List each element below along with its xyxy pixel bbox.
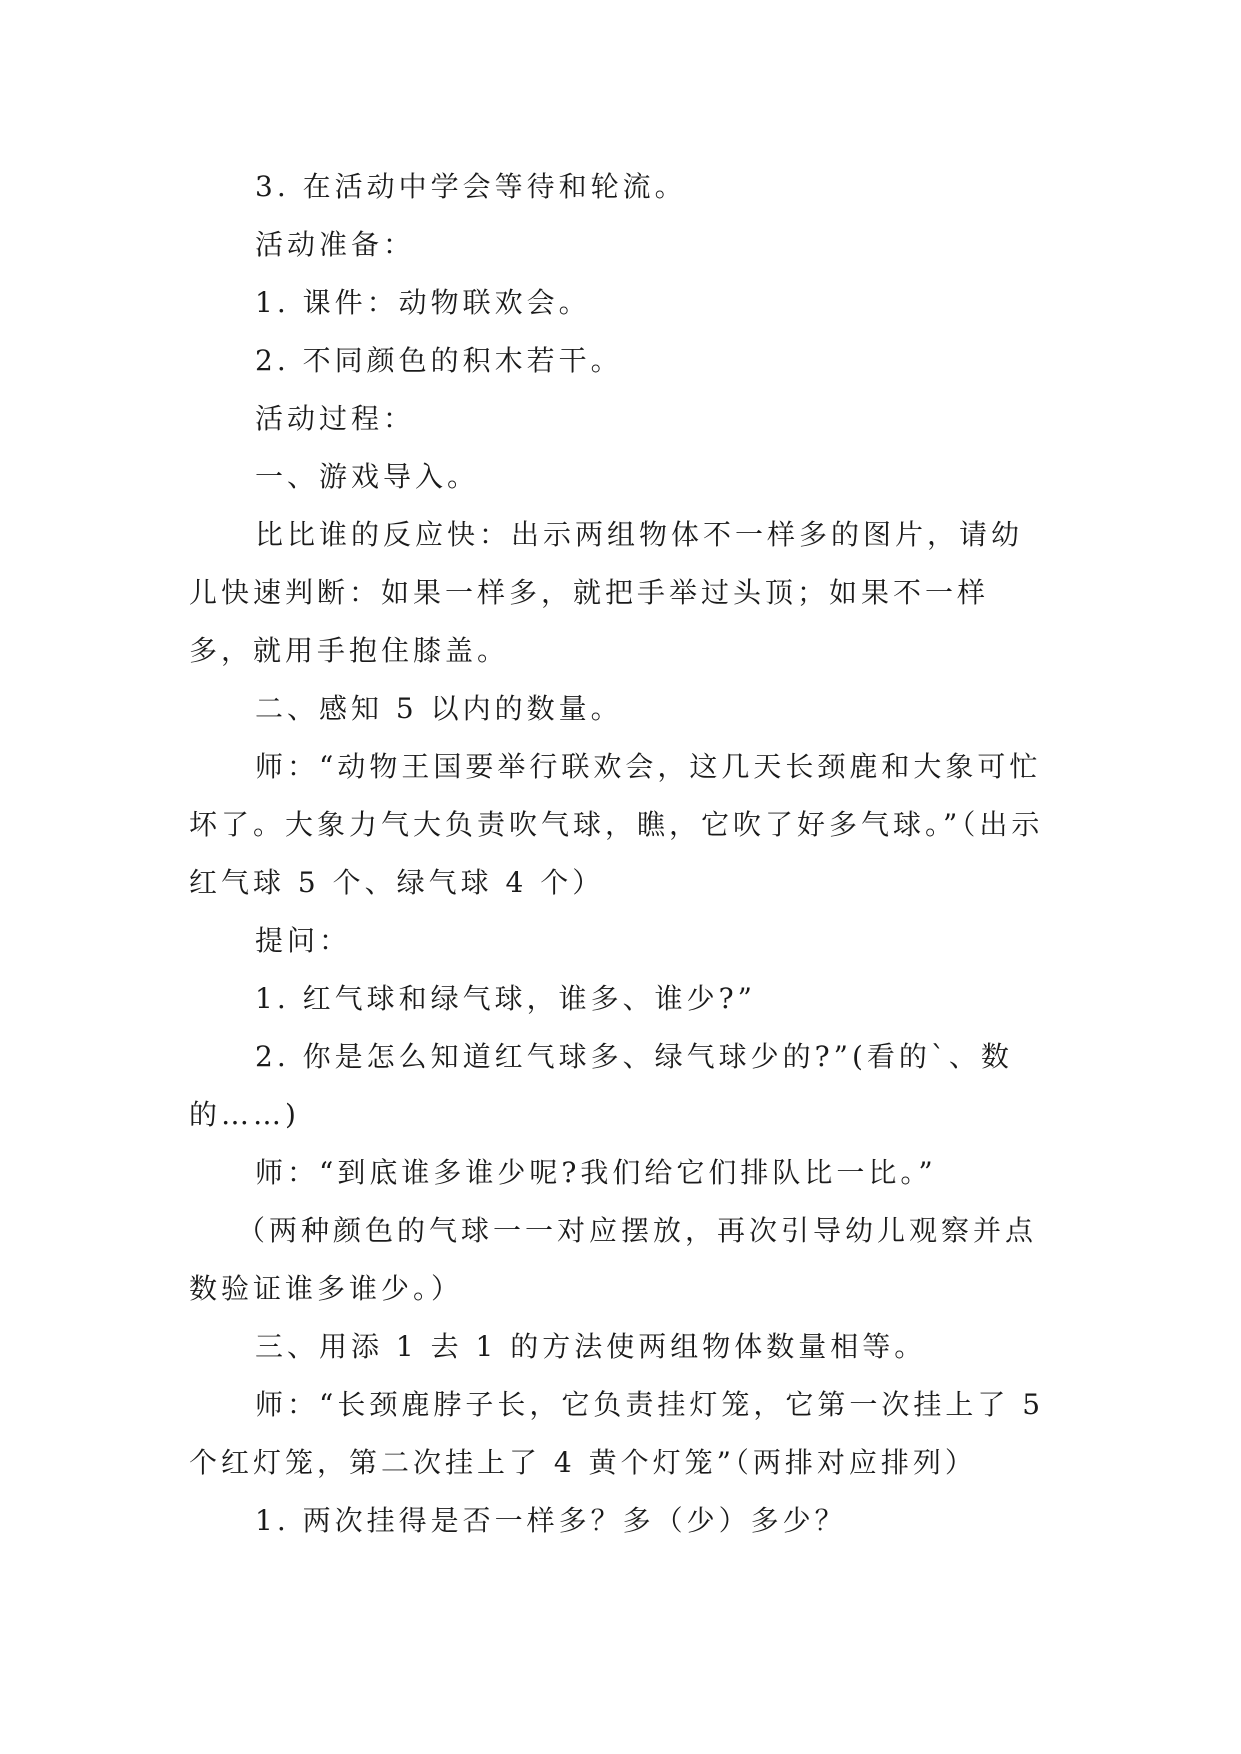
paragraph-prep-1: 1. 课件：动物联欢会。	[255, 286, 591, 319]
heading-questions: 提问：	[255, 924, 352, 957]
heading-activity-process: 活动过程：	[255, 402, 416, 435]
paragraph-pairing-note: （两种颜色的气球一一对应摆放，再次引导幼儿观察并点数验证谁多谁少。）	[189, 1214, 1038, 1305]
paragraph-goal-3: 3. 在活动中学会等待和轮流。	[255, 170, 687, 203]
paragraph-question-2: 2. 你是怎么知道红气球多、绿气球少的?”(看的`、数的……)	[189, 1040, 1013, 1131]
paragraph-teacher-lanterns: 师：“长颈鹿脖子长，它负责挂灯笼，它第一次挂上了 5 个红灯笼，第二次挂上了 4 黄个灯笼”（两排对应排列）	[189, 1388, 1045, 1479]
paragraph-teacher-compare: 师：“到底谁多谁少呢?我们给它们排队比一比。”	[255, 1156, 937, 1189]
heading-section-3: 三、用添 1 去 1 的方法使两组物体数量相等。	[255, 1330, 927, 1363]
paragraph-game-intro: 比比谁的反应快：出示两组物体不一样多的图片，请幼儿快速判断：如果一样多，就把手举过头顶；如果不一样多，就用手抱住膝盖。	[189, 518, 1024, 667]
paragraph-prep-2: 2. 不同颜色的积木若干。	[255, 344, 623, 377]
paragraph-teacher-balloons: 师：“动物王国要举行联欢会，这几天长颈鹿和大象可忙坏了。大象力气大负责吹气球，瞧，它吹了好多气球。”（出示红气球 5 个、绿气球 4 个）	[189, 750, 1044, 899]
heading-section-1: 一、游戏导入。	[255, 460, 480, 493]
paragraph-lantern-question-1: 1. 两次挂得是否一样多？多（少）多少？	[255, 1504, 847, 1537]
heading-activity-preparation: 活动准备：	[255, 228, 416, 261]
paragraph-question-1: 1. 红气球和绿气球，谁多、谁少?”	[255, 982, 756, 1015]
document-body	[189, 158, 1051, 1550]
heading-section-2: 二、感知 5 以内的数量。	[255, 692, 623, 725]
